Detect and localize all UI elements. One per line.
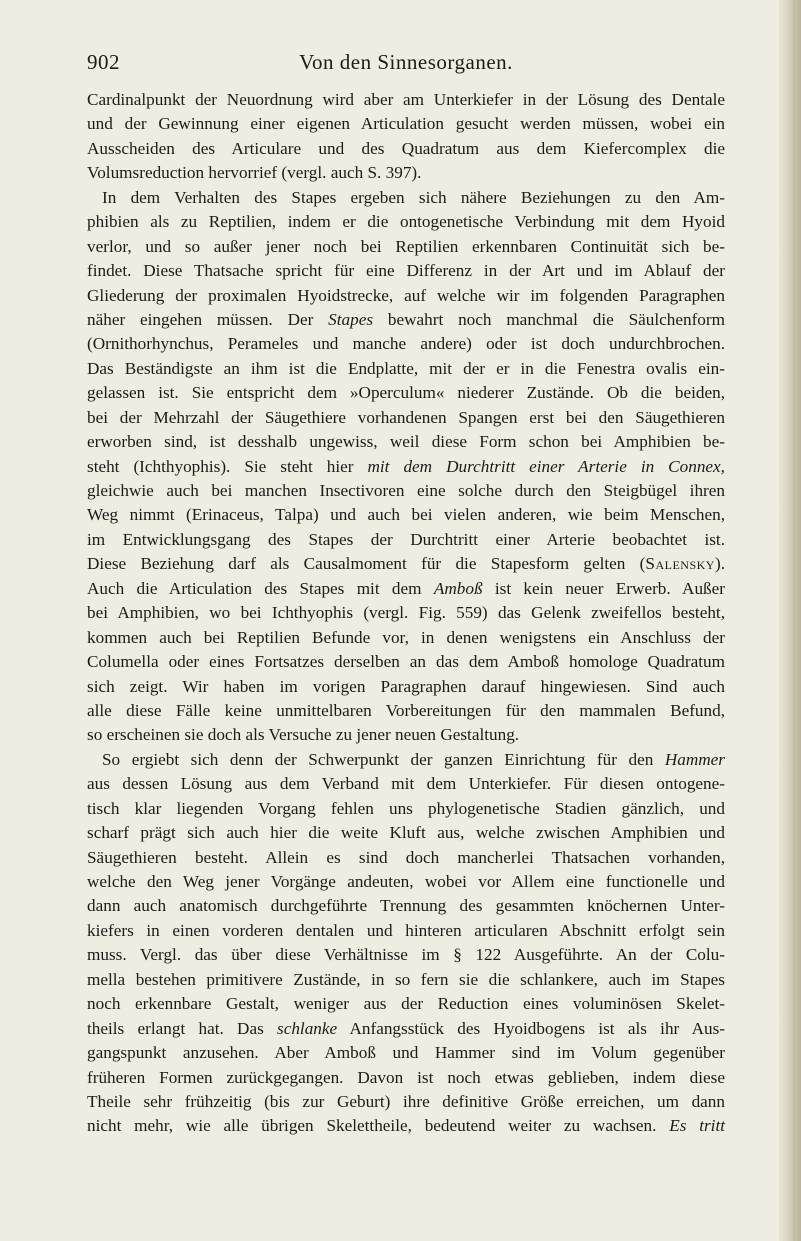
text-line: Weg nimmt (Erinaceus, Talpa) und auch bei vielen anderen, wie beim Menschen,	[87, 505, 725, 525]
text-line: Cardinalpunkt der Neuordnung wird aber am Unterkiefer in der Lösung des Dentale	[87, 90, 725, 109]
page-edge-shadow	[793, 0, 795, 1241]
italic-term: Hammer	[664, 749, 725, 769]
text-line	[87, 552, 725, 576]
body-text	[87, 88, 725, 1139]
text-line: scharf prägt sich auch hier die weite Kluft aus, welche zwischen Amphibien und	[87, 823, 725, 843]
text-line: (Ornithorhynchus, Perameles und manche andere) oder ist doch undurchbrochen.	[87, 334, 725, 354]
text-line: mella bestehen primitivere Zustände, in so fern sie die schlankere, auch im Stapes	[87, 969, 725, 989]
text-line: aus dessen Lösung aus dem Verband mit dem Unterkiefer. Für diesen ontogene-	[87, 774, 725, 794]
text-segment: Anfangsstück des Hyoidbogens ist als ihr Aus-	[337, 1018, 725, 1038]
italic-term: Amboß	[433, 578, 483, 598]
text-line: gangspunkt anzusehen. Aber Amboß und Hammer sind im Volum gegenüber	[87, 1043, 725, 1063]
text-line: früheren Formen zurückgegangen. Davon ist noch etwas geblieben, indem diese	[87, 1067, 725, 1087]
text-line: bei Amphibien, wo bei Ichthyophis (vergl. Fig. 559) das Gelenk zweifellos besteht,	[87, 603, 725, 623]
text-line: Das Beständigste an ihm ist die Endplatte, mit der er in die Fenestra ovalis ein-	[87, 358, 725, 378]
author-citation: Salensky	[645, 554, 715, 574]
text-line: im Entwicklungsgang des Stapes der Durchtritt einer Arterie beobachtet ist.	[87, 529, 725, 549]
italic-term: schlanke	[277, 1018, 338, 1038]
page-edge	[779, 0, 801, 1241]
text-line: dann auch anatomisch durchgeführte Trennung des gesammten knöchernen Unter-	[87, 896, 725, 916]
page-header	[87, 50, 725, 80]
text-segment: theils erlangt hat. Das	[87, 1018, 278, 1038]
text-line: erworben sind, ist desshalb ungewiss, weil diese Form schon bei Amphibien be-	[87, 432, 725, 452]
page-number: 902	[87, 50, 120, 74]
text-line: Volumsreduction hervorrief (vergl. auch S. 397).	[87, 163, 422, 183]
text-line: welche den Weg jener Vorgänge andeuten, wobei vor Allem eine functionelle und	[87, 872, 725, 891]
text-line: so erscheinen sie doch als Versuche zu jener neuen Gestaltung.	[87, 725, 520, 745]
text-line: Columella oder eines Fortsatzes derselben an das dem Amboß homologe Quadratum	[87, 652, 725, 672]
text-line: bei der Mehrzahl der Säugethiere vorhandenen Spangen erst bei den Säugethieren	[87, 407, 725, 427]
text-line: und der Gewinnung einer eigenen Articulation gesucht werden müssen, wobei ein	[87, 114, 725, 134]
text-line: tisch klar liegenden Vorgang fehlen uns phylogenetische Stadien gänzlich, und	[87, 798, 725, 818]
text-segment: ).	[714, 554, 725, 574]
text-line: In dem Verhalten des Stapes ergeben sich nähere Beziehungen zu den Am-	[102, 187, 725, 207]
text-line	[87, 1017, 725, 1041]
text-segment: steht (Ichthyophis). Sie steht hier	[87, 456, 368, 476]
text-segment: Diese Beziehung darf als Causalmoment für die Stapesform gelten (	[87, 554, 646, 574]
text-line: Ausscheiden des Articulare und des Quadratum aus dem Kiefercomplex die	[87, 138, 725, 158]
text-line	[87, 455, 725, 479]
text-line: alle diese Fälle keine unmittelbaren Vorbereitungen für den mammalen Befund,	[87, 700, 725, 720]
text-line	[87, 577, 725, 601]
text-line	[87, 1114, 725, 1138]
italic-term: Es tritt	[669, 1116, 725, 1136]
text-line: phibien als zu Reptilien, indem er die ontogenetische Verbindung mit dem Hyoid	[87, 212, 725, 232]
text-segment: bewahrt noch manchmal die Säulchenform	[373, 309, 725, 329]
text-line	[87, 748, 725, 772]
running-head: Von den Sinnesorganen.	[299, 50, 513, 74]
text-line: kommen auch bei Reptilien Befunde vor, in denen wenigstens ein Anschluss der	[87, 627, 725, 647]
text-line: Theile sehr frühzeitig (bis zur Geburt) ihre definitive Größe erreichen, um dann	[87, 1091, 725, 1111]
text-segment: nicht mehr, wie alle übrigen Skelettheile, bedeutend weiter zu wachsen.	[87, 1116, 670, 1136]
italic-term: Stapes	[328, 309, 374, 329]
italic-term: mit dem Durchtritt einer Arterie in Connex,	[367, 456, 725, 476]
text-line	[87, 308, 725, 332]
text-line: findet. Diese Thatsache spricht für eine Differenz in der Art und im Ablauf der	[87, 261, 725, 281]
text-line: gleichwie auch bei manchen Insectivoren eine solche durch den Steigbügel ihren	[87, 481, 725, 500]
text-segment: So ergiebt sich denn der Schwerpunkt der ganzen Einrichtung für den	[102, 749, 665, 769]
text-segment: Auch die Articulation des Stapes mit dem	[87, 578, 434, 598]
text-line: Gliederung der proximalen Hyoidstrecke, auf welche wir im folgenden Paragraphen	[87, 285, 725, 305]
text-line: sich zeigt. Wir haben im vorigen Paragraphen darauf hingewiesen. Sind auch	[87, 676, 725, 696]
text-line: gelassen ist. Sie entspricht dem »Operculum« niederer Zustände. Ob die beiden,	[87, 383, 725, 403]
text-segment: ist kein neuer Erwerb. Außer	[482, 578, 726, 598]
text-segment: näher eingehen müssen. Der	[87, 309, 329, 329]
text-line: verlor, und so außer jener noch bei Reptilien erkennbaren Continuität sich be-	[87, 236, 725, 256]
text-line: noch erkennbare Gestalt, weniger aus der Reduction eines voluminösen Skelet-	[87, 994, 725, 1014]
text-line: muss. Vergl. das über diese Verhältnisse im § 122 Ausgeführte. An der Colu-	[87, 945, 725, 965]
text-line: kiefers in einen vorderen dentalen und hinteren articularen Abschnitt erfolgt sein	[87, 920, 725, 940]
text-line: Säugethieren besteht. Allein es sind doch mancherlei Thatsachen vorhanden,	[87, 847, 725, 867]
